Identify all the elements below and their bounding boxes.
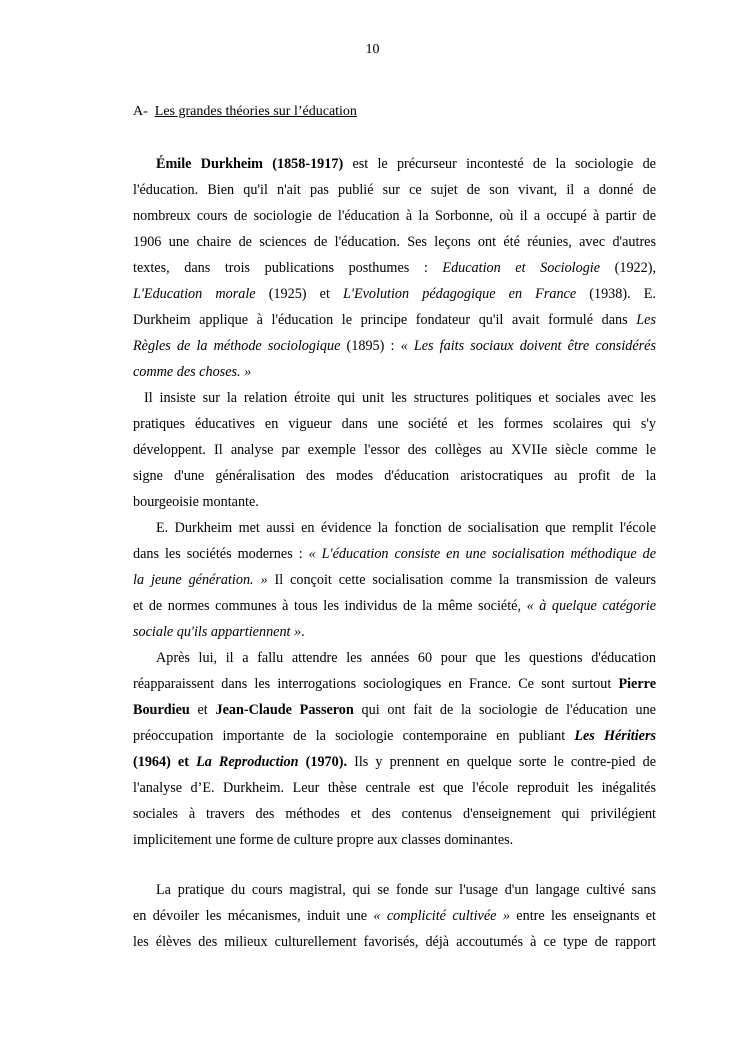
text-line (133, 255, 656, 281)
text-line: Il insiste sur la relation étroite qui unit les structures politiques et sociales avec les (144, 390, 656, 406)
text-line: les élèves des milieux culturellement favorisés, déjà accoutumés à ce type de rapport (133, 934, 656, 950)
book-title: L'Education morale (133, 286, 256, 302)
text-span: entre les enseignants et (509, 908, 656, 924)
text-line: 1906 une chaire de sciences de l'éducation. Ses leçons ont été réunies, avec d'autres (133, 234, 656, 250)
text-line: nombreux cours de sociologie de l'éducation à la Sorbonne, où il a occupé à partir de (133, 208, 656, 224)
text-line (133, 903, 656, 929)
paragraph-structures (133, 385, 656, 515)
book-title: La Reproduction (196, 754, 299, 770)
text-span: Ils y prennent en quelque sorte le contre-pied de (347, 754, 656, 770)
text-line: l'éducation. Bien qu'il n'ait pas publié sur ce sujet de son vivant, il a donné de (133, 182, 656, 198)
text-span: (1925) et (255, 286, 344, 302)
text-span: (1895) : (340, 338, 401, 354)
book-title: Les (636, 312, 656, 328)
text-line (133, 723, 656, 749)
text-line: développent. Il analyse par exemple l'essor des collèges au XVIIe siècle comme le (133, 442, 656, 458)
text-line (133, 541, 656, 567)
text-span: qui ont fait de la sociologie de l'éducation une (353, 702, 656, 718)
text-line (133, 281, 656, 307)
text-line: E. Durkheim met aussi en évidence la fonction de socialisation que remplit l'école (156, 520, 656, 536)
text-span: . (301, 624, 305, 640)
text-line: sociales à travers des méthodes et des contenus d'enseignement qui privilégient (133, 806, 656, 822)
paragraph-bourdieu (133, 645, 656, 853)
text-line (133, 697, 656, 723)
text-line: signe d'une généralisation des modes d'éducation aristocratiques au profit de la (133, 468, 656, 484)
text-line (133, 567, 656, 593)
text-line (133, 359, 656, 385)
paragraph-socialisation (133, 515, 656, 645)
text-line: pratiques éducatives en vigueur dans une société et les formes scolaires qui s'y (133, 416, 656, 432)
quotation: « complicité cultivée » (373, 908, 510, 924)
paragraph-durkheim-intro (133, 151, 656, 385)
book-title: Les Héritiers (574, 728, 656, 744)
text-span: (1964) et (133, 754, 197, 770)
section-title: Les grandes théories sur l’éducation (154, 104, 357, 119)
author-name: Jean-Claude Passeron (215, 702, 354, 718)
text-line (133, 749, 656, 775)
quotation: comme des choses. » (133, 364, 252, 380)
author-name: Pierre (618, 676, 656, 692)
text-span: (1938). E. (576, 286, 656, 302)
text-line (133, 151, 656, 177)
quotation: sociale qu'ils appartiennent » (133, 624, 302, 640)
text-span: est le précurseur incontesté de la sociologie de (343, 156, 656, 172)
text-line: La pratique du cours magistral, qui se fonde sur l'usage d'un langage cultivé sans (156, 882, 656, 898)
quotation: « Les faits sociaux doivent être considérés (400, 338, 656, 354)
text-span: textes, dans trois publications posthumes : (133, 260, 443, 276)
section-marker: A- (133, 104, 148, 119)
text-line: l'analyse d’E. Durkheim. Leur thèse centrale est que l'école reproduit les inégalités (133, 780, 656, 796)
text-span: et (189, 702, 216, 718)
text-line: implicitement une forme de culture propre aux classes dominantes. (133, 832, 514, 848)
section-heading (133, 104, 357, 120)
text-line (133, 619, 656, 645)
text-span: préoccupation importante de la sociologie contemporaine en publiant (133, 728, 575, 744)
text-span: en dévoiler les mécanismes, induit une (133, 908, 374, 924)
quotation: « L'éducation consiste en une socialisation méthodique de (308, 546, 656, 562)
text-span: Durkheim applique à l'éducation le principe fondateur qu'il avait formulé dans (133, 312, 637, 328)
text-span: réapparaissent dans les interrogations sociologiques en France. Ce sont surtout (133, 676, 619, 692)
book-title: Règles de la méthode sociologique (133, 338, 341, 354)
book-title: Education et Sociologie (442, 260, 601, 276)
author-name: Bourdieu (133, 702, 190, 718)
quotation: la jeune génération. » (133, 572, 268, 588)
text-line (133, 671, 656, 697)
author-name: Émile Durkheim (1858-1917) (156, 156, 344, 172)
text-span: et de normes communes à tous les individus de la même société, (133, 598, 527, 614)
text-line (133, 307, 656, 333)
book-title: L'Evolution pédagogique en France (343, 286, 577, 302)
text-span: (1922), (600, 260, 656, 276)
quotation: « à quelque catégorie (526, 598, 656, 614)
text-line (133, 593, 656, 619)
page-number: 10 (365, 42, 380, 57)
paragraph-cours-magistral (133, 877, 656, 955)
text-line: bourgeoisie montante. (133, 494, 259, 510)
text-span: Il conçoit cette socialisation comme la transmission de valeurs (267, 572, 656, 588)
text-line: Après lui, il a fallu attendre les années 60 pour que les questions d'éducation (156, 650, 656, 666)
text-line (133, 333, 656, 359)
text-span: dans les sociétés modernes : (133, 546, 309, 562)
text-span: (1970). (298, 754, 348, 770)
